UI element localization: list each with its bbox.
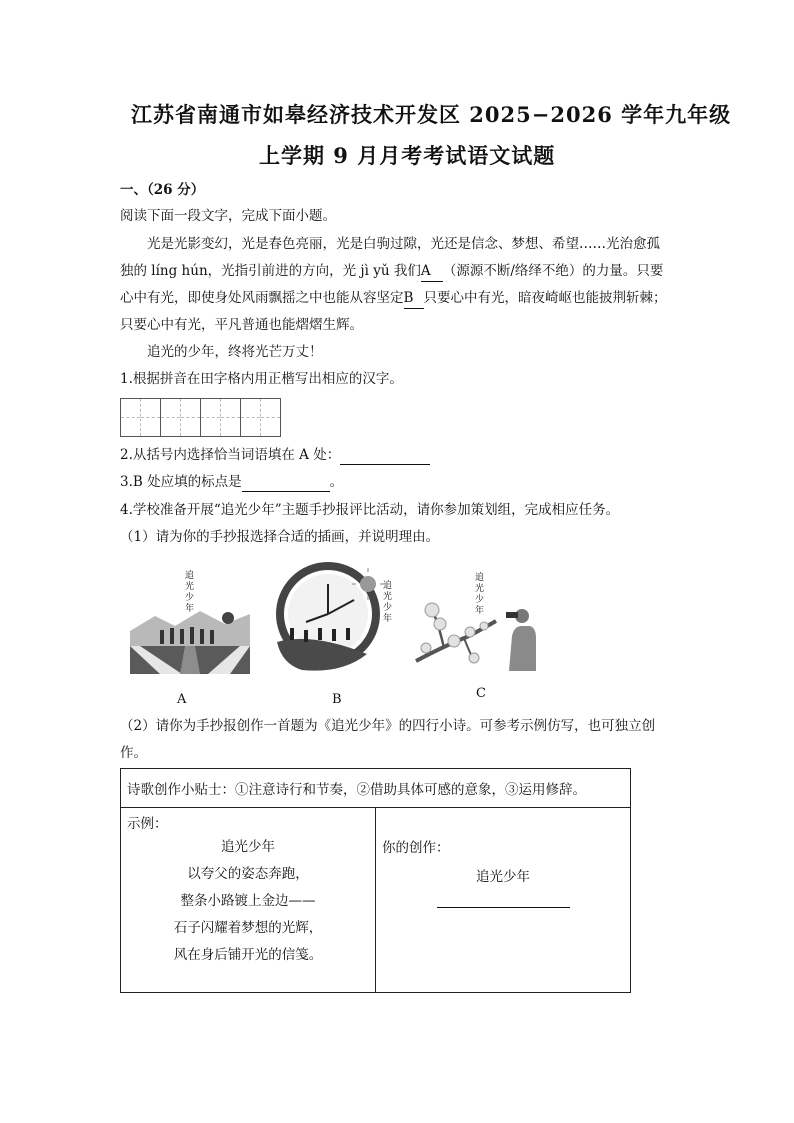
tips-text: 诗歌创作小贴士：①注意诗行和节奏，②借助具体可感的意象，③运用修辞。 bbox=[127, 782, 586, 798]
passage-line-2-start: 独的 líng hún，光指引前进的方向，光 jì yǔ 我们 bbox=[120, 263, 421, 279]
passage-line-3 bbox=[120, 288, 667, 309]
illustration-c[interactable] bbox=[414, 566, 539, 676]
illustration-c-text: 追光少年 bbox=[473, 572, 483, 616]
illustration-a-label: A bbox=[177, 692, 187, 707]
question-4-1: （1）请为你的手抄报选择合适的插画，并说明理由。 bbox=[120, 529, 440, 545]
passage-line-3-start: 心中有光，即使身处风雨飘摇之中也能从容坚定 bbox=[120, 290, 404, 306]
question-4: 4.学校准备开展“追光少年”主题手抄报评比活动，请你参加策划组，完成相应任务。 bbox=[120, 502, 620, 518]
question-3 bbox=[120, 472, 343, 492]
grid-cell[interactable] bbox=[201, 399, 221, 436]
page-title-line1: 江苏省南通市如皋经济技术开发区 2025−2026 学年九年级 bbox=[131, 102, 732, 127]
your-creation-blank[interactable] bbox=[437, 895, 570, 908]
illustration-b[interactable] bbox=[272, 562, 397, 680]
example-cell bbox=[121, 808, 376, 993]
passage-line-2-end: （源源不断/络绎不绝）的力量。只要 bbox=[442, 263, 664, 279]
illustration-a[interactable] bbox=[130, 566, 250, 676]
grid-cell[interactable] bbox=[141, 399, 161, 436]
grid-cell[interactable] bbox=[261, 399, 280, 436]
passage-line-1: 光是光影变幻，光是春色亮丽，光是白驹过隙，光还是信念、梦想、希望……光治愈孤 bbox=[147, 236, 660, 252]
instruction-text: 阅读下面一段文字，完成下面小题。 bbox=[120, 208, 336, 224]
question-2 bbox=[120, 445, 430, 465]
question-3-end: 。 bbox=[329, 474, 344, 490]
question-2-text: 2.从括号内选择恰当词语填在 A 处： bbox=[120, 447, 341, 463]
question-4-2-line2: 作。 bbox=[120, 745, 147, 761]
passage-line-5: 追光的少年，终将光芒万丈！ bbox=[147, 344, 323, 360]
example-line: 以夸父的姿态奔跑， bbox=[187, 866, 309, 882]
page-title-line2: 上学期 9 月月考考试语文试题 bbox=[259, 143, 556, 168]
passage-line-4: 只要心中有光，平凡普通也能熠熠生辉。 bbox=[120, 317, 363, 333]
grid-cell[interactable] bbox=[121, 399, 141, 436]
tips-cell bbox=[121, 769, 631, 808]
example-line: 石子闪耀着梦想的光辉， bbox=[173, 920, 323, 936]
blank-a-label: A bbox=[420, 263, 431, 279]
blank-b bbox=[404, 288, 424, 309]
passage-line-3-end: 只要心中有光，暗夜崎岖也能披荆斩棘； bbox=[423, 290, 667, 306]
grid-cell[interactable] bbox=[181, 399, 201, 436]
grid-cell[interactable] bbox=[161, 399, 181, 436]
question-1: 1.根据拼音在田字格内用正楷写出相应的汉字。 bbox=[120, 371, 403, 387]
illustration-a-text: 追光少年 bbox=[183, 570, 193, 614]
question-3-text: 3.B 处应填的标点是 bbox=[120, 474, 242, 490]
blank-b-label: B bbox=[403, 290, 414, 306]
example-line: 追光少年 bbox=[221, 839, 275, 855]
example-label: 示例： bbox=[127, 816, 168, 832]
example-line: 整条小路镀上金边—— bbox=[180, 893, 316, 909]
illustration-b-label: B bbox=[332, 692, 342, 707]
section-heading: 一、（26 分） bbox=[120, 182, 205, 198]
illustration-c-label: C bbox=[476, 686, 486, 701]
grid-cell[interactable] bbox=[241, 399, 261, 436]
question-4-2-line1: （2）请你为手抄报创作一首题为《追光少年》的四行小诗。可参考示例仿写，也可独立创 bbox=[120, 718, 656, 734]
poem-table bbox=[120, 768, 631, 993]
blank-a bbox=[421, 261, 443, 282]
tianzige-grid[interactable] bbox=[120, 398, 281, 437]
answer-blank-q2[interactable] bbox=[340, 452, 430, 465]
passage-line-2 bbox=[120, 261, 663, 282]
your-creation-label: 你的创作： bbox=[382, 840, 450, 856]
illustration-b-svg bbox=[272, 562, 397, 680]
illustration-b-text: 追光少年 bbox=[381, 580, 391, 624]
your-creation-cell[interactable] bbox=[376, 808, 631, 993]
answer-blank-q3[interactable] bbox=[242, 479, 330, 492]
your-creation-title: 追光少年 bbox=[476, 869, 530, 885]
grid-cell[interactable] bbox=[221, 399, 241, 436]
example-line: 风在身后铺开光的信笺。 bbox=[173, 947, 323, 963]
